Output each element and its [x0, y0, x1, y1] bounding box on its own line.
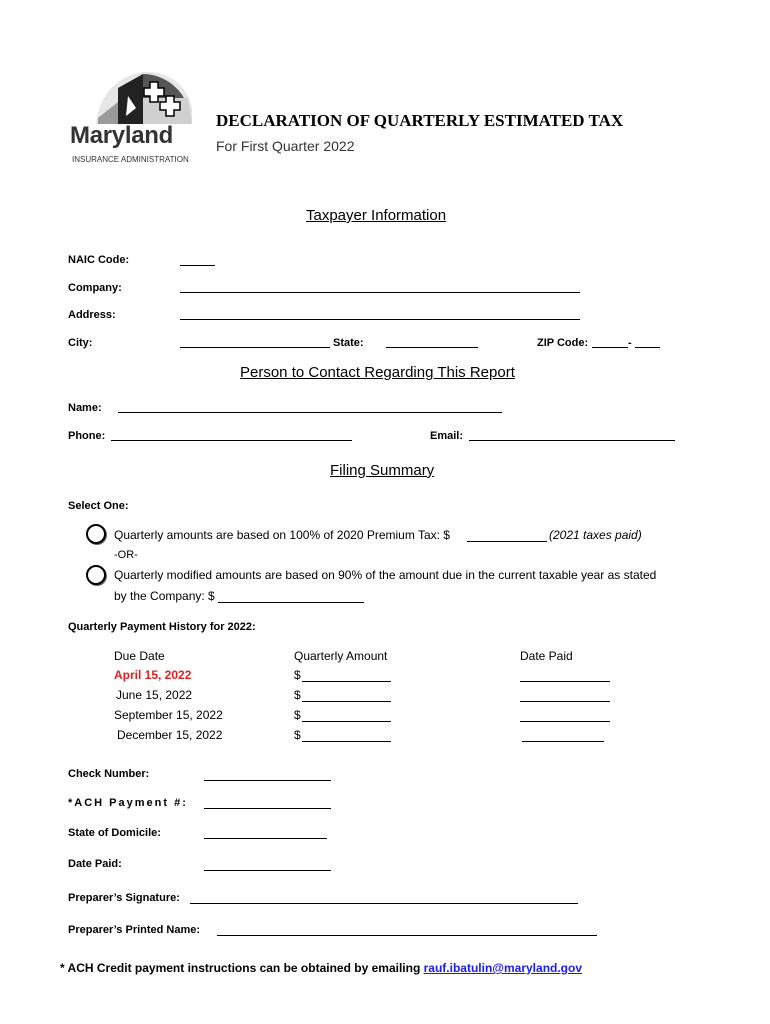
col-date-paid: Date Paid [520, 649, 573, 663]
phone-label: Phone: [68, 430, 106, 442]
state-of-domicile-field[interactable] [204, 838, 327, 839]
naic-field[interactable] [180, 265, 215, 266]
amount-field-q4[interactable] [302, 741, 391, 742]
logo [68, 68, 208, 168]
email-label: Email: [430, 430, 464, 442]
address-label: Address: [68, 309, 116, 321]
dollar-sign: $ [294, 728, 301, 742]
option2-text-line2: by the Company: $ [114, 589, 215, 603]
state-field[interactable] [386, 347, 478, 348]
option2-text: Quarterly modified amounts are based on 90% of the amount due in the current taxable year as stated [114, 568, 657, 582]
dollar-sign: $ [294, 688, 301, 702]
option2-radio[interactable] [86, 565, 106, 585]
check-number-field[interactable] [204, 780, 331, 781]
name-label: Name: [68, 402, 102, 414]
city-label: City: [68, 337, 93, 349]
option1-radio[interactable] [86, 524, 106, 544]
ach-payment-field[interactable] [204, 808, 331, 809]
contact-heading: Person to Contact Regarding This Report [240, 364, 515, 381]
zip-ext-field[interactable] [635, 347, 660, 348]
zip-label: ZIP Code: [537, 337, 589, 349]
date-paid-field[interactable] [204, 870, 331, 871]
state-label: State: [333, 337, 364, 349]
due-date-q4: December 15, 2022 [117, 728, 223, 742]
date-paid-field-q3[interactable] [520, 721, 610, 722]
preparer-printed-name-field[interactable] [217, 935, 597, 936]
option2-amount-field[interactable] [218, 602, 364, 603]
zip-dash: - [628, 337, 632, 349]
option1-note: (2021 taxes paid) [549, 528, 642, 542]
history-label: Quarterly Payment History for 2022: [68, 621, 256, 633]
preparer-printed-name-label: Preparer’s Printed Name: [68, 924, 201, 936]
email-field[interactable] [469, 440, 675, 441]
dollar-sign: $ [294, 708, 301, 722]
option1-amount-field[interactable] [467, 541, 547, 542]
col-due-date: Due Date [114, 649, 165, 663]
preparer-signature-field[interactable] [190, 903, 578, 904]
footer-note [60, 961, 582, 975]
filing-heading: Filing Summary [330, 462, 435, 479]
dollar-sign: $ [294, 668, 301, 682]
company-label: Company: [68, 282, 122, 294]
form-title: DECLARATION OF QUARTERLY ESTIMATED TAX [216, 111, 624, 130]
state-of-domicile-label: State of Domicile: [68, 827, 161, 839]
due-date-q1: April 15, 2022 [114, 668, 192, 682]
preparer-signature-label: Preparer’s Signature: [68, 892, 180, 904]
or-separator: -OR- [114, 549, 138, 561]
amount-field-q1[interactable] [302, 681, 391, 682]
option1-text: Quarterly amounts are based on 100% of 2020 Premium Tax: $ [114, 528, 450, 542]
due-date-q2: June 15, 2022 [116, 688, 193, 702]
name-field[interactable] [118, 412, 502, 413]
amount-field-q3[interactable] [302, 721, 391, 722]
select-one-label: Select One: [68, 500, 129, 512]
form-subtitle: For First Quarter 2022 [216, 138, 355, 154]
ach-payment-label: *ACH Payment #: [68, 797, 188, 809]
check-number-label: Check Number: [68, 768, 150, 780]
city-field[interactable] [180, 347, 330, 348]
logo-name: Maryland [70, 122, 173, 149]
date-paid-field-q1[interactable] [520, 681, 610, 682]
contact-email-link[interactable]: rauf.ibatulin@maryland.gov [423, 961, 583, 975]
logo-subtitle: INSURANCE ADMINISTRATION [72, 155, 189, 164]
date-paid-field-q2[interactable] [520, 701, 610, 702]
company-field[interactable] [180, 292, 580, 293]
date-paid-field-q4[interactable] [522, 741, 604, 742]
maryland-flag-icon [88, 68, 198, 130]
zip-field[interactable] [592, 347, 628, 348]
date-paid-label: Date Paid: [68, 858, 122, 870]
amount-field-q2[interactable] [302, 701, 391, 702]
taxpayer-heading: Taxpayer Information [306, 207, 447, 224]
col-quarterly-amount: Quarterly Amount [294, 649, 388, 663]
naic-label: NAIC Code: [68, 254, 130, 266]
phone-field[interactable] [111, 440, 352, 441]
address-field[interactable] [180, 319, 580, 320]
due-date-q3: September 15, 2022 [114, 708, 223, 722]
footer-note-text: * ACH Credit payment instructions can be obtained by emailing [60, 961, 424, 975]
